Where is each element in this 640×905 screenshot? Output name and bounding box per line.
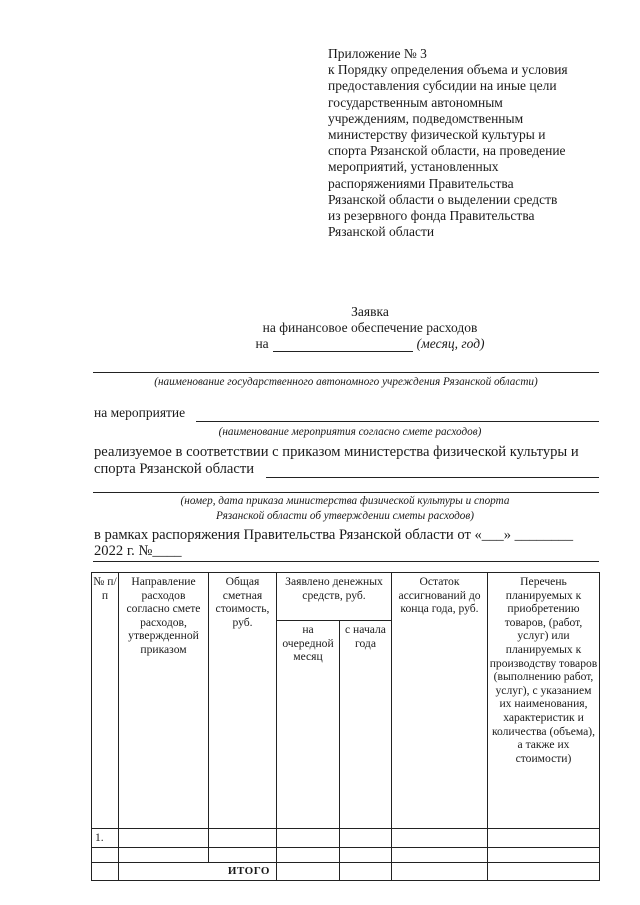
table-total-row — [92, 862, 600, 881]
event-caption: (наименование мероприятия согласно смете расходов) — [218, 426, 482, 438]
row-cell[interactable] — [277, 847, 340, 862]
row-cell[interactable] — [340, 829, 392, 848]
decree-blank[interactable] — [93, 561, 599, 562]
row-cell[interactable] — [392, 847, 488, 862]
title-prefix: на — [255, 336, 269, 351]
header-remaining: Остаток ассигнований до конца года, руб. — [392, 573, 488, 829]
title-line: Заявка — [351, 304, 389, 319]
document-title — [180, 304, 560, 352]
order-blank-1[interactable] — [266, 477, 599, 478]
header-list: Перечень планируемых к приобретению товаров, (работ, услуг) или планируемых к производству товаров (выполнению работ, услуг), с указанием их наименования, характеристик и количества (объема), а также их стоимости) — [488, 573, 600, 829]
appendix-header — [328, 46, 628, 240]
table-row — [92, 829, 600, 848]
appendix-line: Рязанской области — [328, 224, 435, 240]
header-next-month: на очередной месяц — [277, 621, 340, 829]
header-declared: Заявлено денежных средств, руб. — [277, 573, 392, 621]
order-blank-2[interactable] — [93, 492, 599, 493]
order-text-line1: реализуемое в соответствии с приказом министерства физической культуры и — [94, 444, 579, 460]
appendix-line: Приложение № 3 — [328, 46, 427, 61]
row-cell[interactable] — [209, 847, 277, 862]
title-period-line — [180, 336, 560, 352]
row-cell[interactable] — [92, 847, 119, 862]
row-cell[interactable] — [277, 862, 340, 881]
appendix-line: министерству физической культуры и — [328, 127, 546, 143]
title-line: на финансовое обеспечение расходов — [262, 320, 478, 335]
appendix-line: Рязанской области о выделении средств — [328, 191, 558, 207]
row-cell[interactable] — [392, 862, 488, 881]
month-year-blank[interactable] — [273, 338, 413, 352]
row-cell[interactable] — [277, 829, 340, 848]
row-cell[interactable] — [340, 862, 392, 881]
row-cell[interactable] — [340, 847, 392, 862]
appendix-line: предоставления субсидии на иные цели — [328, 78, 557, 94]
row-cell[interactable] — [119, 829, 209, 848]
event-blank[interactable] — [196, 421, 599, 422]
total-label: ИТОГО — [119, 862, 277, 881]
row-cell — [92, 862, 119, 881]
table-header-row — [92, 573, 600, 621]
row-cell[interactable] — [488, 829, 600, 848]
decree-text-line2: 2022 г. №____ — [94, 543, 182, 559]
table-row-empty — [92, 847, 600, 862]
header-num: № п/п — [92, 573, 119, 829]
order-text-line2: спорта Рязанской области — [94, 461, 255, 477]
header-from-start: с начала года — [340, 621, 392, 829]
appendix-line: из резервного фонда Правительства — [328, 208, 535, 224]
appendix-line: учреждениям, подведомственным — [328, 110, 524, 126]
row-cell[interactable] — [488, 847, 600, 862]
institution-blank[interactable] — [93, 372, 599, 373]
decree-text-line1: в рамках распоряжения Правительства Рязанской области от «___» ________ — [94, 527, 574, 543]
expense-table — [91, 572, 600, 881]
order-caption-2: Рязанской области об утверждении сметы расходов) — [216, 510, 474, 522]
order-caption-1: (номер, дата приказа министерства физической культуры и спорта — [180, 495, 510, 507]
row-cell[interactable] — [209, 829, 277, 848]
appendix-line: распоряжениями Правительства — [328, 175, 514, 191]
event-prefix: на мероприятие — [94, 405, 186, 420]
row-num: 1. — [92, 829, 119, 848]
month-year-hint: (месяц, год) — [416, 336, 485, 351]
row-cell[interactable] — [488, 862, 600, 881]
appendix-line: спорта Рязанской области, на проведение — [328, 143, 566, 159]
row-cell[interactable] — [119, 847, 209, 862]
appendix-line: мероприятий, установленных — [328, 159, 499, 175]
header-direction: Направление расходов согласно смете расходов, утвержденной приказом — [119, 573, 209, 829]
row-cell[interactable] — [392, 829, 488, 848]
header-total-cost: Общая сметная стоимость, руб. — [209, 573, 277, 829]
appendix-line: к Порядку определения объема и условия — [328, 62, 568, 78]
appendix-line: государственным автономным — [328, 94, 503, 110]
institution-caption: (наименование государственного автономного учреждения Рязанской области) — [154, 376, 538, 388]
